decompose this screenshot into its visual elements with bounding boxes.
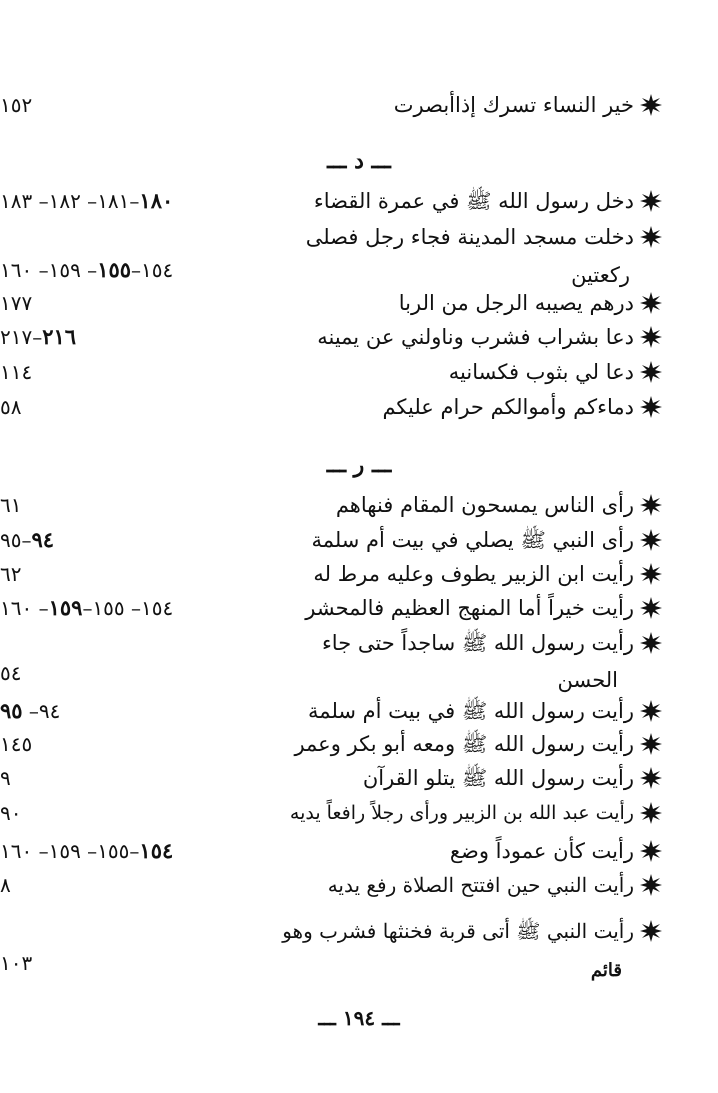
index-entry bbox=[0, 523, 718, 557]
index-entry bbox=[0, 355, 718, 389]
star-bullet-icon bbox=[640, 361, 662, 383]
entry-text-continuation: ركعتين bbox=[571, 263, 630, 287]
entry-text-continuation: قائم bbox=[590, 960, 622, 981]
page-number: ـــ ١٩٤ ـــ bbox=[318, 1006, 400, 1030]
star-bullet-icon bbox=[640, 802, 662, 824]
section-heading-dal: ـــ د ـــ bbox=[327, 148, 391, 174]
entry-page-refs: ١٤٥ bbox=[0, 732, 33, 756]
entry-text: رأيت ابن الزبير يطوف وعليه مرط له bbox=[313, 562, 634, 586]
index-entry-continuation bbox=[0, 663, 718, 697]
entry-text: رأيت النبي حين افتتح الصلاة رفع يديه bbox=[327, 873, 634, 897]
entry-text: رأيت عبد الله بن الزبير ورأى رجلاً رافعاً يديه bbox=[289, 802, 634, 824]
star-bullet-icon bbox=[640, 597, 662, 619]
star-bullet-icon bbox=[640, 920, 662, 942]
entry-page-refs: ١٠٣ bbox=[0, 951, 33, 975]
star-bullet-icon bbox=[640, 563, 662, 585]
entry-page-refs: ٢١٦–٢١٧ bbox=[0, 324, 77, 349]
entry-text: درهم يصيبه الرجل من الربا bbox=[398, 291, 634, 315]
star-bullet-icon bbox=[640, 874, 662, 896]
index-entry bbox=[0, 796, 718, 830]
star-bullet-icon bbox=[640, 190, 662, 212]
entry-text: رأى الناس يمسحون المقام فنهاهم bbox=[335, 493, 634, 517]
index-entry bbox=[0, 320, 718, 354]
index-entry bbox=[0, 286, 718, 320]
index-entry bbox=[0, 761, 718, 795]
index-entry bbox=[0, 88, 718, 122]
entry-text: دماءكم وأموالكم حرام عليكم bbox=[382, 395, 634, 419]
entry-text: رأيت رسول الله ﷺ في بيت أم سلمة bbox=[308, 699, 634, 723]
entry-page-refs: ١٧٧ bbox=[0, 291, 33, 315]
entry-text: رأيت النبي ﷺ أتى قربة فخنثها فشرب وهو bbox=[282, 919, 634, 943]
index-entry bbox=[0, 591, 718, 625]
entry-text: دعا لي بثوب فكسانيه bbox=[448, 360, 634, 384]
entry-text: دعا بشراب فشرب وناولني عن يمينه bbox=[317, 325, 634, 349]
index-entry bbox=[0, 868, 718, 902]
entry-text: رأيت رسول الله ﷺ ومعه أبو بكر وعمر bbox=[294, 732, 634, 756]
star-bullet-icon bbox=[640, 226, 662, 248]
entry-text: دخلت مسجد المدينة فجاء رجل فصلى bbox=[305, 225, 634, 249]
entry-text: رأى النبي ﷺ يصلي في بيت أم سلمة bbox=[311, 528, 634, 552]
entry-page-refs: ١٨٠–١٨١– ١٨٢– ١٨٣ bbox=[0, 188, 174, 213]
star-bullet-icon bbox=[640, 529, 662, 551]
star-bullet-icon bbox=[640, 840, 662, 862]
star-bullet-icon bbox=[640, 494, 662, 516]
index-entry bbox=[0, 834, 718, 868]
entry-text: رأيت كأن عموداً وضع bbox=[449, 839, 634, 863]
entry-text-continuation: الحسن bbox=[557, 668, 618, 692]
star-bullet-icon bbox=[640, 700, 662, 722]
entry-text: رأيت خيراً أما المنهج العظيم فالمحشر bbox=[305, 596, 634, 620]
index-entry bbox=[0, 727, 718, 761]
star-bullet-icon bbox=[640, 292, 662, 314]
entry-page-refs: ٩٤–٩٥ bbox=[0, 527, 55, 552]
star-bullet-icon bbox=[640, 632, 662, 654]
index-entry bbox=[0, 220, 718, 254]
star-bullet-icon bbox=[640, 733, 662, 755]
index-entry bbox=[0, 694, 718, 728]
entry-page-refs: ١٥٤–١٥٥– ١٥٩– ١٦٠ bbox=[0, 838, 174, 863]
entry-page-refs: ٩٤– ٩٥ bbox=[0, 698, 61, 723]
entry-page-refs: ٩ bbox=[0, 766, 11, 790]
entry-page-refs: ٨ bbox=[0, 873, 11, 897]
star-bullet-icon bbox=[640, 767, 662, 789]
entry-page-refs: ١٥٤– ١٥٥–١٥٩– ١٦٠ bbox=[0, 595, 174, 620]
index-entry bbox=[0, 626, 718, 660]
entry-page-refs: ٩٠ bbox=[0, 801, 22, 825]
entry-text: رأيت رسول الله ﷺ ساجداً حتى جاء bbox=[321, 631, 634, 655]
entry-text: رأيت رسول الله ﷺ يتلو القرآن bbox=[362, 766, 634, 790]
star-bullet-icon bbox=[640, 326, 662, 348]
index-entry-continuation bbox=[0, 954, 718, 988]
index-entry bbox=[0, 390, 718, 424]
entry-text: خير النساء تسرك إذاأبصرت bbox=[393, 93, 634, 117]
index-entry bbox=[0, 557, 718, 591]
section-heading-ra: ـــ ر ـــ bbox=[326, 452, 392, 478]
entry-text: دخل رسول الله ﷺ في عمرة القضاء bbox=[313, 189, 634, 213]
star-bullet-icon bbox=[640, 94, 662, 116]
entry-page-refs: ٦١ bbox=[0, 493, 22, 517]
index-entry bbox=[0, 914, 718, 948]
entry-page-refs: ٥٨ bbox=[0, 395, 22, 419]
index-entry bbox=[0, 184, 718, 218]
entry-page-refs: ٦٢ bbox=[0, 562, 22, 586]
star-bullet-icon bbox=[640, 396, 662, 418]
entry-page-refs: ١٥٤–١٥٥– ١٥٩– ١٦٠ bbox=[0, 257, 174, 282]
entry-page-refs: ٥٤ bbox=[0, 661, 22, 685]
entry-page-refs: ١١٤ bbox=[0, 360, 33, 384]
index-entry bbox=[0, 488, 718, 522]
entry-page-refs: ١٥٢ bbox=[0, 93, 33, 117]
